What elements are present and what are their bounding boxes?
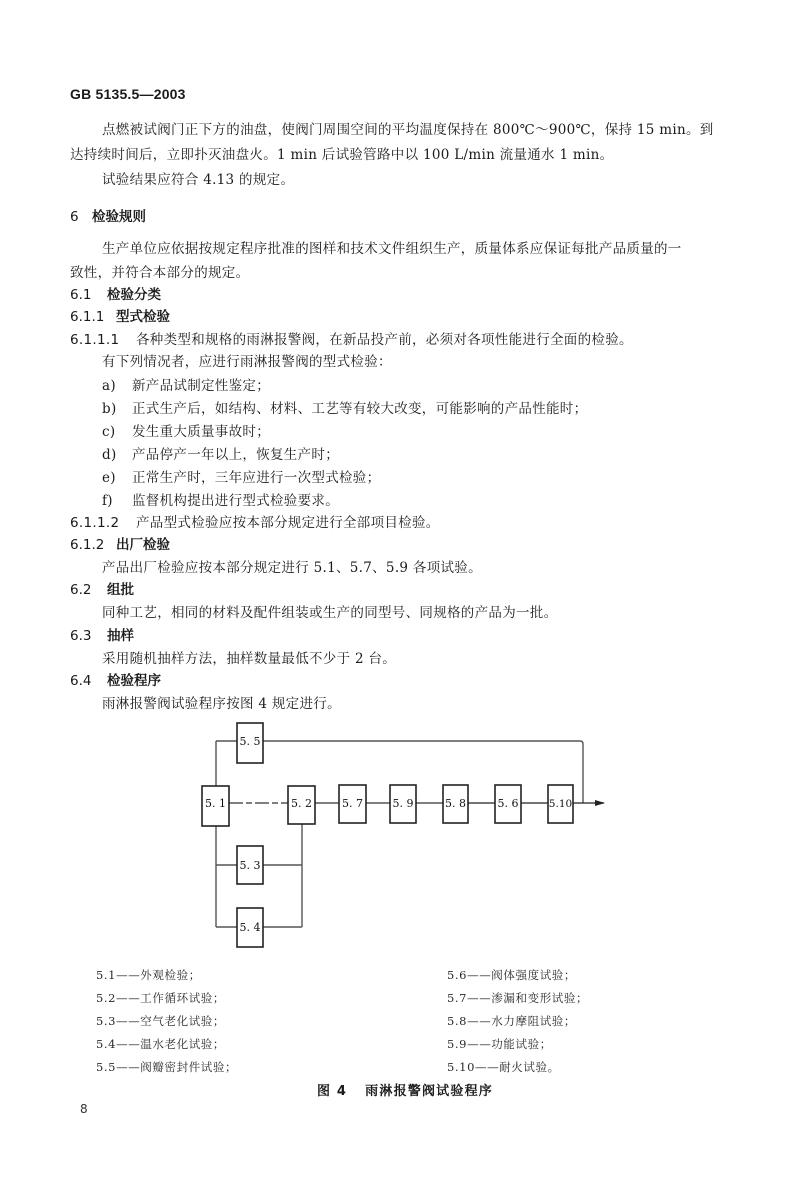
- legend-item-5-2: 5.2——工作循环试验；: [96, 991, 225, 1005]
- box-5-1-label: 5. 1: [205, 797, 226, 810]
- legend-item-5-3: 5.3——空气老化试验；: [96, 1014, 225, 1028]
- legend-item-5-10: 5.10——耐火试验。: [447, 1060, 560, 1074]
- legend-item-5-6: 5.6——阀体强度试验；: [447, 968, 576, 982]
- page-number: 8: [80, 1102, 88, 1116]
- section-title: 检验规则: [92, 209, 146, 225]
- list-item-label: c): [102, 424, 116, 440]
- box-5-10-label: 5.10: [548, 798, 573, 810]
- section-title: 抽样: [107, 628, 134, 644]
- list-item-label: a): [102, 378, 116, 394]
- box-5-3-label: 5. 3: [239, 859, 261, 872]
- list-item-label: d): [102, 447, 117, 463]
- legend-item-5-1: 5.1——外观检验；: [96, 968, 201, 982]
- section-number: 6.1.2: [70, 537, 105, 553]
- section-title: 组批: [107, 582, 134, 598]
- list-item-label: b): [102, 401, 117, 417]
- section-number: 6.1.1: [70, 309, 105, 325]
- section-6-para-line-1: 生产单位应依据按规定程序批准的图样和技术文件组织生产，质量体系应保证每批产品质量的一: [102, 241, 682, 257]
- connector-lines: [216, 741, 583, 927]
- section-number: 6.1: [70, 287, 92, 303]
- standard-code-header: GB 5135.5—2003: [70, 86, 186, 102]
- section-title: 型式检验: [116, 309, 170, 325]
- list-item-text: 发生重大质量事故时；: [132, 424, 270, 440]
- section-6-4-text: 雨淋报警阀试验程序按图 4 规定进行。: [102, 696, 341, 712]
- legend-item-5-4: 5.4——温水老化试验；: [96, 1037, 225, 1051]
- section-number: 6.3: [70, 628, 92, 644]
- section-title: 检验分类: [107, 287, 161, 303]
- intro-line-3: 试验结果应符合 4.13 的规定。: [102, 172, 295, 188]
- box-5-6-label: 5. 6: [497, 797, 519, 810]
- section-title: 出厂检验: [116, 537, 170, 553]
- box-5-7-label: 5. 7: [342, 797, 363, 810]
- list-item-text: 监督机构提出进行型式检验要求。: [132, 493, 339, 509]
- section-text: 产品型式检验应按本部分规定进行全部项目检验。: [136, 515, 440, 531]
- box-5-4-label: 5. 4: [239, 921, 261, 934]
- type-test-intro: 有下列情况者，应进行雨淋报警阀的型式检验：: [102, 354, 392, 370]
- legend-item-5-9: 5.9——功能试验；: [447, 1037, 552, 1051]
- box-5-2-label: 5. 2: [291, 797, 312, 810]
- list-item-label: e): [102, 470, 116, 486]
- section-6-3-text: 采用随机抽样方法，抽样数量最低不少于 2 台。: [102, 651, 397, 667]
- figure-caption: [317, 1080, 493, 1099]
- intro-line-1: 点燃被试阀门正下方的油盘，使阀门周围空间的平均温度保持在 800℃～900℃，保持 15 min。到: [102, 122, 714, 138]
- section-6-2-text: 同种工艺，相同的材料及配件组装或生产的同型号、同规格的产品为一批。: [102, 605, 558, 621]
- legend-item-5-5: 5.5——阀瓣密封件试验；: [96, 1060, 238, 1074]
- figure-label: 图 4: [317, 1084, 348, 1099]
- list-item-text: 产品停产一年以上，恢复生产时；: [132, 447, 339, 463]
- legend-item-5-8: 5.8——水力摩阻试验；: [447, 1014, 576, 1028]
- section-text: 各种类型和规格的雨淋报警阀，在新品投产前，必须对各项性能进行全面的检验。: [136, 332, 633, 348]
- section-number: 6.1.1.2: [70, 515, 120, 531]
- section-number: 6: [70, 209, 79, 225]
- box-5-9-label: 5. 9: [392, 797, 414, 810]
- section-6-1-2-text: 产品出厂检验应按本部分规定进行 5.1、5.7、5.9 各项试验。: [102, 560, 482, 576]
- list-item-text: 新产品试制定性鉴定；: [132, 378, 270, 394]
- list-item-text: 正常生产时，三年应进行一次型式检验；: [132, 470, 381, 486]
- box-5-5-label: 5. 5: [239, 735, 261, 748]
- section-number: 6.2: [70, 582, 92, 598]
- figure-title: 雨淋报警阀试验程序: [365, 1084, 493, 1099]
- legend-item-5-7: 5.7——渗漏和变形试验；: [447, 991, 589, 1005]
- list-item-text: 正式生产后，如结构、材料、工艺等有较大改变，可能影响的产品性能时；: [132, 401, 588, 417]
- box-5-8-label: 5. 8: [445, 797, 466, 810]
- section-number: 6.1.1.1: [70, 332, 120, 348]
- intro-line-2: 达持续时间后，立即扑灭油盘火。1 min 后试验管路中以 100 L/min 流量通水 1 min。: [70, 147, 614, 163]
- list-item-label: f): [102, 493, 113, 509]
- section-number: 6.4: [70, 673, 92, 689]
- section-6-para-line-2: 致性，并符合本部分的规定。: [70, 265, 250, 281]
- section-title: 检验程序: [107, 673, 161, 689]
